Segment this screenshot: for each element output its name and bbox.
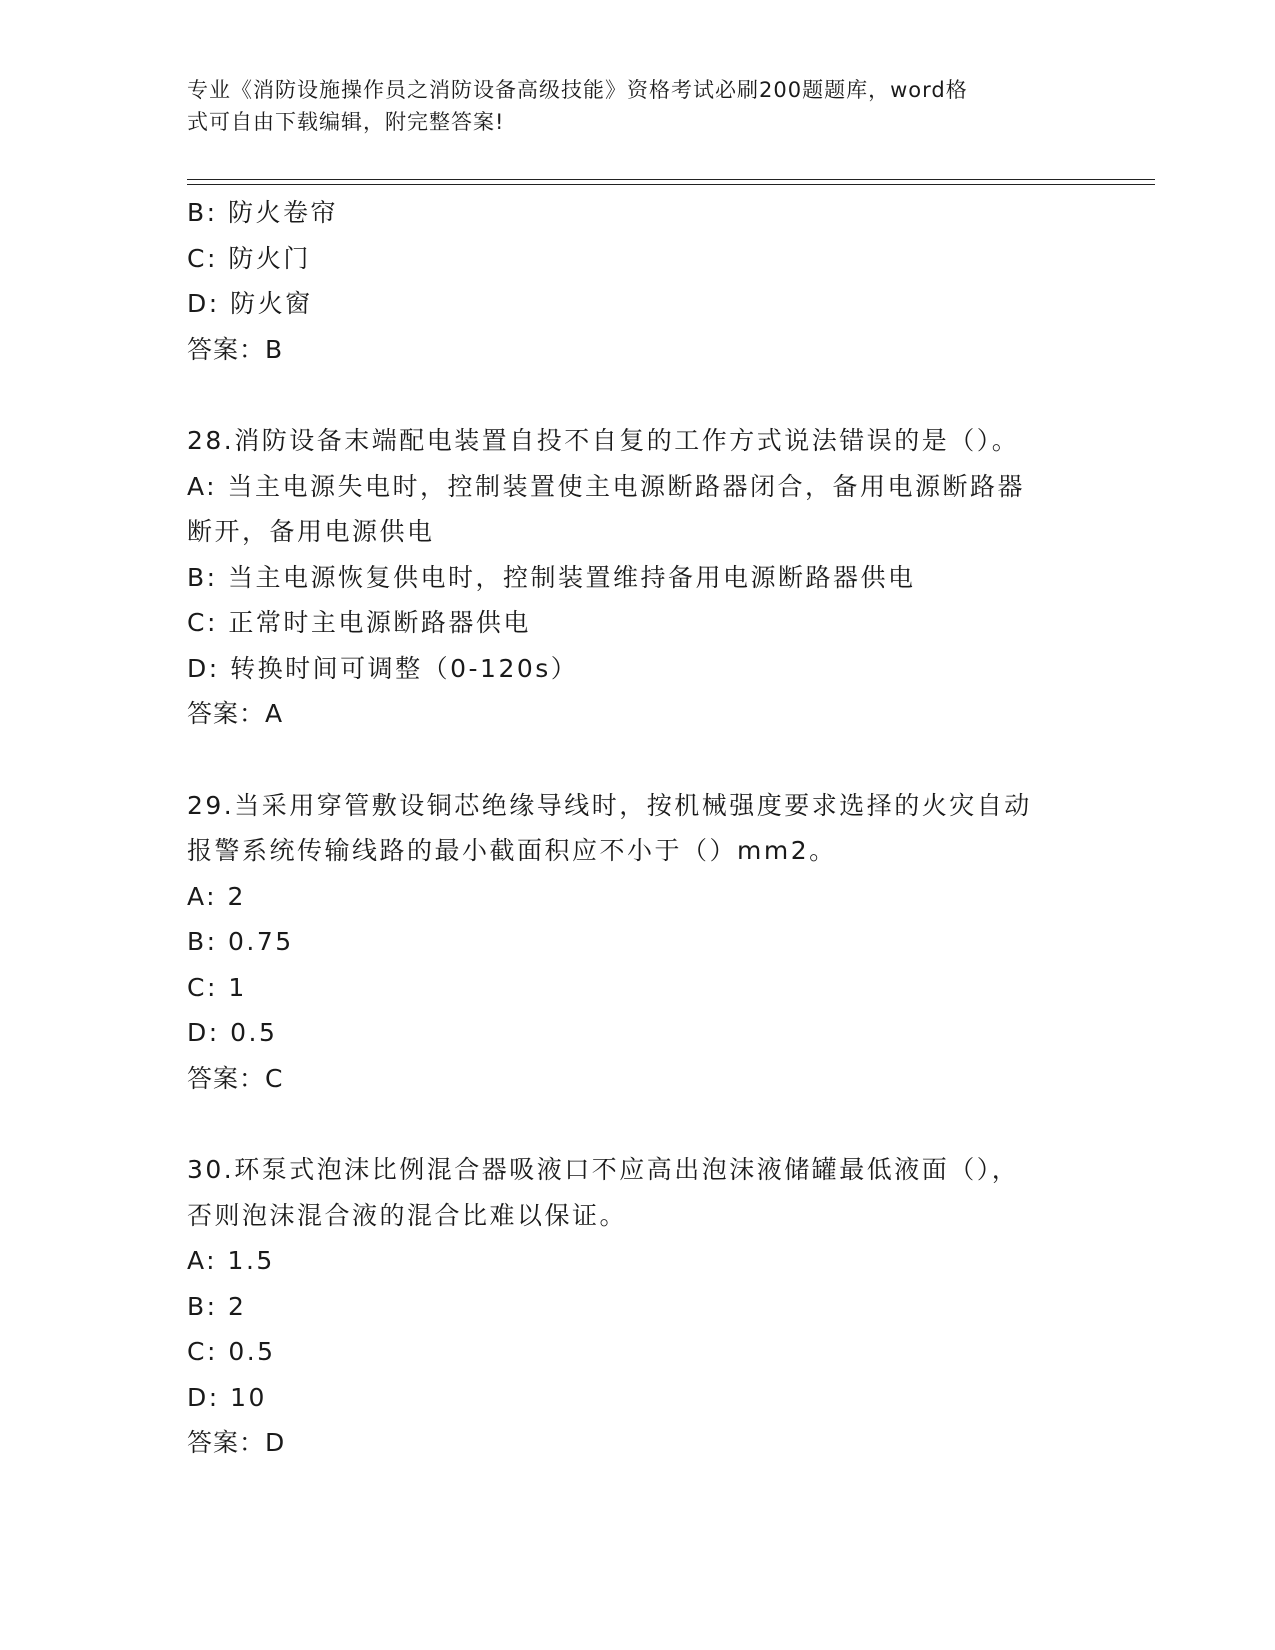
question-stem-continued: 报警系统传输线路的最小截面积应不小于（）mm2。 [187,836,837,865]
question-list [187,190,1087,1466]
spacer [187,372,1087,418]
question-29 [187,783,1087,1102]
question-28 [187,418,1087,737]
answer-line: 答案：C [187,1063,284,1093]
option-a: A: 当主电源失电时，控制装置使主电源断路器闭合，备用电源断路器 [187,471,1026,501]
option-d: D: 10 [187,1382,267,1412]
header-line-1: 专业《消防设施操作员之消防设备高级技能》资格考试必刷200题题库，word格 [187,78,968,102]
question-stem: 28.消防设备末端配电装置自投不自复的工作方式说法错误的是（）。 [187,426,1020,455]
answer-line: 答案：D [187,1428,286,1457]
option-b: B: 防火卷帘 [187,198,339,227]
option-b: B: 当主电源恢复供电时，控制装置维持备用电源断路器供电 [187,562,916,592]
header-divider-bottom [187,184,1155,185]
answer-line: 答案：B [187,334,284,364]
document-header [187,74,1067,138]
option-c: C: 正常时主电源断路器供电 [187,608,531,637]
question-27-continuation [187,190,1087,372]
question-30 [187,1147,1087,1466]
option-d: D: 0.5 [187,1018,278,1047]
spacer [187,1101,1087,1147]
option-d: D: 防火窗 [187,289,313,318]
header-line-2: 式可自由下载编辑，附完整答案! [187,110,505,134]
option-b: B: 0.75 [187,927,294,956]
spacer [187,737,1087,783]
option-a: A: 1.5 [187,1246,275,1275]
option-c: C: 防火门 [187,243,311,273]
option-d: D: 转换时间可调整（0-120s） [187,653,579,683]
question-stem: 30.环泵式泡沫比例混合器吸液口不应高出泡沫液储罐最低液面（）， [187,1155,1020,1184]
option-c: C: 0.5 [187,1337,276,1366]
option-c: C: 1 [187,972,247,1002]
question-stem: 29.当采用穿管敷设铜芯绝缘导线时，按机械强度要求选择的火灾自动 [187,790,1032,820]
option-a-continued: 断开，备用电源供电 [187,517,435,546]
question-stem-continued: 否则泡沫混合液的混合比难以保证。 [187,1200,628,1230]
option-b: B: 2 [187,1291,247,1321]
answer-line: 答案：A [187,699,284,728]
header-divider-top [187,179,1155,180]
option-a: A: 2 [187,881,246,911]
